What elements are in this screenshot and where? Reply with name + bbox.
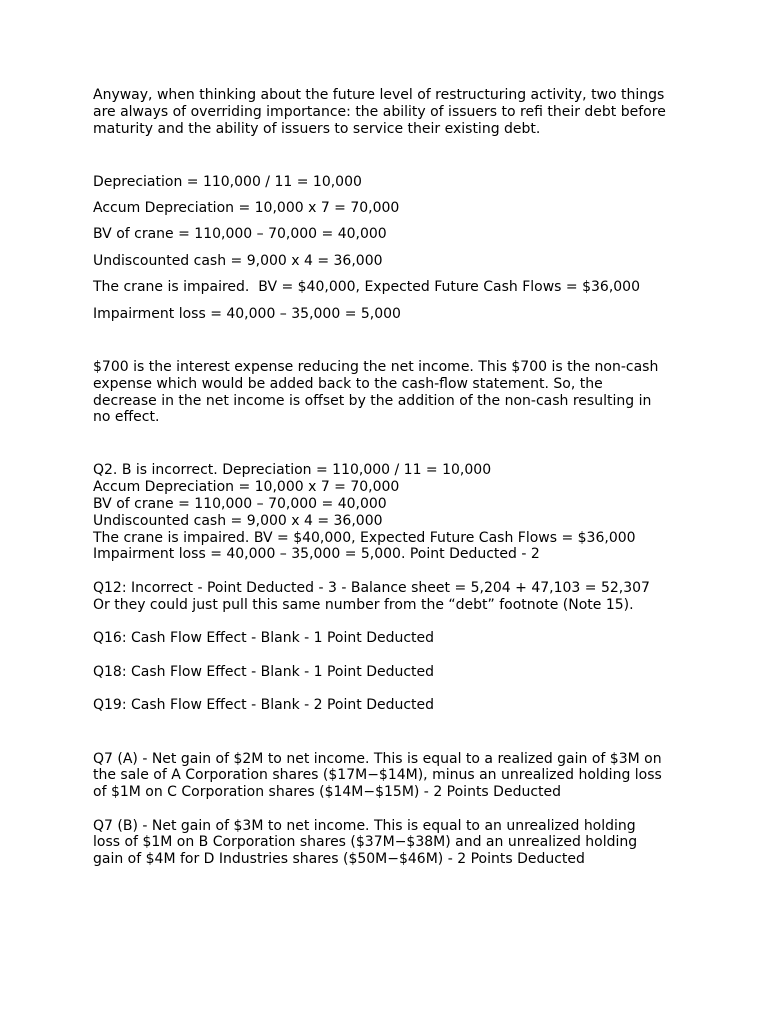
q19-line: Q19: Cash Flow Effect - Blank - 2 Point Deducted bbox=[93, 697, 435, 713]
q2-line: Accum Depreciation = 10,000 x 7 = 70,000 bbox=[93, 479, 400, 495]
q7a-line: the sale of A Corporation shares ($17M−$14M), minus an unrealized holding loss bbox=[93, 767, 662, 783]
calc-depreciation: Depreciation = 110,000 / 11 = 10,000 bbox=[93, 174, 362, 190]
q16-line: Q16: Cash Flow Effect - Blank - 1 Point Deducted bbox=[93, 630, 435, 646]
interest-line: $700 is the interest expense reducing the net income. This $700 is the non-cash bbox=[93, 359, 659, 375]
q7a-line: of $1M on C Corporation shares ($14M−$15M) - 2 Points Deducted bbox=[93, 784, 562, 800]
q7b-line: Q7 (B) - Net gain of $3M to net income. This is equal to an unrealized holding bbox=[93, 818, 636, 834]
q7b-line: loss of $1M on B Corporation shares ($37M−$38M) and an unrealized holding bbox=[93, 834, 638, 850]
calc-accum-depreciation: Accum Depreciation = 10,000 x 7 = 70,000 bbox=[93, 200, 400, 216]
interest-line: no effect. bbox=[93, 409, 160, 425]
calc-undiscounted-cash: Undiscounted cash = 9,000 x 4 = 36,000 bbox=[93, 253, 383, 269]
intro-line: are always of overriding importance: the ability of issuers to refi their debt before bbox=[93, 104, 666, 120]
intro-line: Anyway, when thinking about the future level of restructuring activity, two things bbox=[93, 87, 665, 103]
q12-line: Q12: Incorrect - Point Deducted - 3 - Balance sheet = 5,204 + 47,103 = 52,307 bbox=[93, 580, 650, 596]
interest-line: expense which would be added back to the cash-flow statement. So, the bbox=[93, 376, 603, 392]
interest-line: decrease in the net income is offset by the addition of the non-cash resulting in bbox=[93, 393, 652, 409]
q2-line: BV of crane = 110,000 – 70,000 = 40,000 bbox=[93, 496, 387, 512]
q7b-line: gain of $4M for D Industries shares ($50M−$46M) - 2 Points Deducted bbox=[93, 851, 585, 867]
q12-line: Or they could just pull this same number from the “debt” footnote (Note 15). bbox=[93, 597, 634, 613]
q2-line: The crane is impaired. BV = $40,000, Expected Future Cash Flows = $36,000 bbox=[93, 530, 636, 546]
q2-line: Undiscounted cash = 9,000 x 4 = 36,000 bbox=[93, 513, 383, 529]
calc-bv-crane: BV of crane = 110,000 – 70,000 = 40,000 bbox=[93, 226, 387, 242]
intro-line: maturity and the ability of issuers to service their existing debt. bbox=[93, 121, 541, 137]
calc-impairment-loss: Impairment loss = 40,000 – 35,000 = 5,000 bbox=[93, 306, 401, 322]
calc-impaired: The crane is impaired. BV = $40,000, Expected Future Cash Flows = $36,000 bbox=[93, 279, 640, 295]
q18-line: Q18: Cash Flow Effect - Blank - 1 Point Deducted bbox=[93, 664, 435, 680]
q2-line: Impairment loss = 40,000 – 35,000 = 5,000. Point Deducted - 2 bbox=[93, 546, 540, 562]
q7a-line: Q7 (A) - Net gain of $2M to net income. This is equal to a realized gain of $3M on bbox=[93, 751, 662, 767]
q2-line: Q2. B is incorrect. Depreciation = 110,000 / 11 = 10,000 bbox=[93, 462, 492, 478]
